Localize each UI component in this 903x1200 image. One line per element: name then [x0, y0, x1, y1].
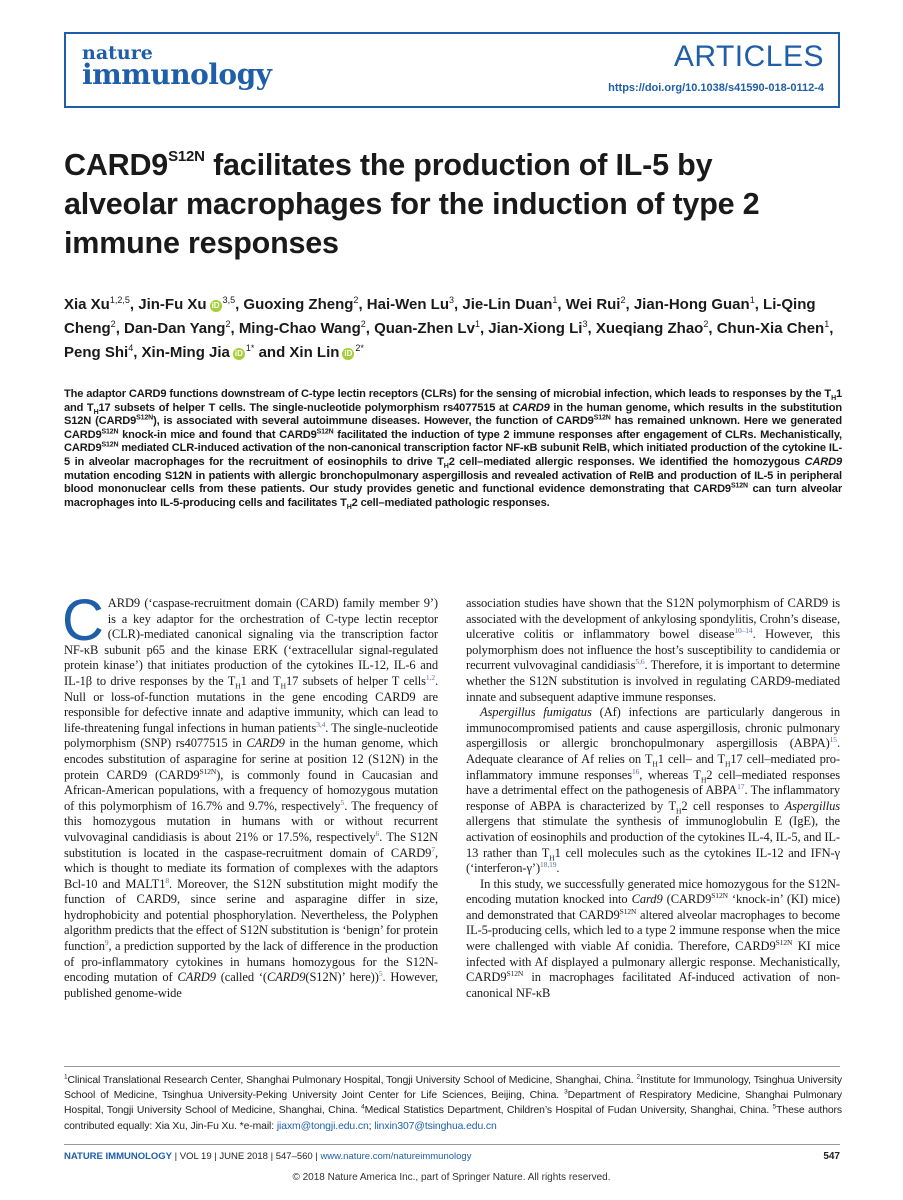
- author: [367, 296, 454, 313]
- affiliations: [64, 1073, 842, 1134]
- author: [596, 320, 709, 337]
- body-paragraph-3: Aspergillus fumigatus (Af) infections are particularly dangerous in immunocompromised patients and cause aspergillosis, chronic pulmonary aspergillosis or allergic bronchopulmonary aspergillosis (ABPA)$^{15}$. Adequate clearance of Af relies on $T_H1$ cell– and $T_H17$ cell–mediated pro-inflammatory immune responses$^{16}$, whereas $T_H2$ cell–mediated responses have a detrimental effect on the pathogenesis of ABPA$^{17}$. The inflammatory response of ABPA is characterized by $T_H2$ cell responses to Aspergillus allergens that stimulate the synthesis of immunoglobulin E (IgE), the activation of eosinophils and production of the cytokines IL-4, IL-5, and IL-13 rather than $T_H1$ cell molecules such as the cytokines IL-12 and IFN-γ (‘interferon-γ’)$^{18,19}$.: [466, 705, 840, 876]
- body-paragraph-2: association studies have shown that the S12N polymorphism of CARD9 is associated with the development of ankylosing spondylitis, Crohn’s disease, ulcerative colitis or inflammatory bowel disease$^{10-14}$. However, this polymorphism does not influence the host’s susceptibility to candidemia or recurrent vulvovaginal candidiasis$^{5,6}$. Therefore, it is important to determine whether the S12N substitution is involved in regulating CARD9-mediated innate and subsequent adaptive immune responses.: [466, 596, 840, 704]
- footer-divider: [64, 1144, 840, 1145]
- author-affiliation: 1: [474, 319, 480, 329]
- author-affiliation: 2: [703, 319, 709, 329]
- author: [124, 320, 230, 337]
- title-superscript: S12N: [168, 148, 205, 165]
- author-name: Xin Lin: [289, 344, 340, 361]
- author-affiliation: 3,5: [222, 295, 236, 305]
- doi-link[interactable]: https://doi.org/10.1038/s41590-018-0112-4: [608, 82, 824, 94]
- orcid-icon[interactable]: iD: [211, 301, 220, 310]
- author: [717, 320, 830, 337]
- author-list: Xia Xu$^{1,2,5}$, Jin-Fu Xu iD$^{3,5}$, Guoxing Zheng$^2$, Hai-Wen Lu$^3$, Jie-Lin Duan$^1$, Wei Rui$^2$, Jian-Hong Guan$^1$, Li-Qing Cheng$^2$, Dan-Dan Yang$^2$, Ming-Chao Wang$^2$, Quan-Zhen Lv$^1$, Jian-Xiong Li$^3$, Xueqiang Zhao$^2$, Chun-Xia Chen$^1$, Peng Shi$^4$, Xin-Ming Jia $iD^{1*}$ and Xin Lin $iD^{2*}$: [64, 295, 834, 361]
- author-name: Peng Shi: [64, 344, 129, 361]
- author-affiliation: 1: [749, 295, 755, 305]
- author-name: Li-Qing Cheng: [64, 296, 816, 337]
- author-name: Xia Xu: [64, 296, 110, 313]
- author-affiliation: 1: [824, 319, 830, 329]
- author-name: Chun-Xia Chen: [716, 320, 825, 337]
- author: [138, 296, 235, 313]
- author-affiliation: 3: [582, 319, 588, 329]
- author-affiliation: 1: [552, 295, 558, 305]
- author-name: Ming-Chao Wang: [238, 320, 361, 337]
- body-paragraph-1: ARD9 (‘caspase-recruitment domain (CARD) family member 9’) is a key adaptor for the orchestration of C-type lectin receptor (CLR)-mediated canonical signaling via the transcription factor NF-κB subunit p65 and the kinase ERK (‘extracellular signal-regulated protein kinase’) that initiates production of the cytokines IL-12, IL-6 and IL-1β to drive responses by the $T_H1$ and $T_H17$ subsets of helper T cells$^{1,2}$. Null or loss-of-function mutations in the gene encoding CARD9 are responsible for defective innate and adaptive immunity, which can lead to life-threatening fungal infections in human patients$^{3,4}$. The single-nucleotide polymorphism (SNP) rs4077515 in CARD9 in the human genome, which encodes substitution of asparagine for serine at position 12 (S12N) in the protein CARD9 $(CARD9^{S12N})$, is commonly found in Caucasian and African-American populations, with a frequency of homozygous mutation of this polymorphism of 16.7% and 9.7%, respectively$^5$. The frequency of this homozygous mutation in humans with or without recurrent vulvovaginal candidiasis is about 21% or 17.5%, respectively$^6$. The S12N substitution is located in the caspase-recruitment domain of CARD9$^7$, which is thought to mediate its formation of complexes with the adaptors Bcl-10 and MALT1$^8$. Moreover, the S12N substitution might modify the function of CARD9, since serine and asparagine differ in size, hydrophobicity and potential phosphorylation. Nevertheless, the Polyphen algorithm predicts that the effect of S12N substitution is ‘benign’ for protein function$^9$, a prediction supported by the lack of difference in the production of pro-inflammatory cytokines in humans homozygous for the S12N-encoding mutation of CARD9 (called ‘(CARD9(S12N)’ here))$^5$. However, published genome-wide: [64, 596, 439, 1000]
- journal-logo-big: immunology: [82, 58, 272, 91]
- author: [566, 296, 626, 313]
- title-part1: CARD9: [64, 148, 169, 182]
- article-title: [64, 146, 824, 263]
- section-label: ARTICLES: [673, 40, 824, 73]
- author: [634, 296, 755, 313]
- author: [64, 344, 133, 361]
- journal-logo: [82, 44, 271, 89]
- drop-cap: C: [62, 588, 104, 653]
- page-number: 547: [823, 1151, 840, 1162]
- author: [289, 344, 364, 361]
- email-separator: ;: [368, 1120, 375, 1132]
- author-name: Hai-Wen Lu: [366, 296, 450, 313]
- author: [462, 296, 557, 313]
- author-affiliation: 2: [110, 319, 116, 329]
- author: [239, 320, 366, 337]
- footer-journal: NATURE IMMUNOLOGY: [64, 1151, 173, 1162]
- journal-logo-small: nature: [82, 42, 153, 64]
- body-paragraph-4: In this study, we successfully generated mice homozygous for the S12N-encoding mutation knocked into Card9 ($CARD9^{S12N}$ ‘knock-in’ (KI) mice) and demonstrated that $CARD9^{S12N}$ altered alveolar macrophages to become IL-5-producing cells, which led to a type 2 immune response when the mice were challenged with viable Af conidia. Therefore, $CARD9^{S12N}$ KI mice infected with Af displayed a pulmonary allergic response. Mechanistically, $CARD9^{S12N}$ in macrophages facilitated Af-induced activation of non-canonical NF-κB: [466, 876, 841, 1000]
- author-name: Jin-Fu Xu: [138, 296, 207, 313]
- author-affiliation: 1*: [245, 343, 255, 353]
- author-affiliation: 3: [449, 295, 455, 305]
- copyright: © 2018 Nature America Inc., part of Springer Nature. All rights reserved.: [292, 1172, 611, 1183]
- author-affiliation: 2: [353, 295, 359, 305]
- author-affiliation: 2: [620, 295, 626, 305]
- author-name: Guoxing Zheng: [243, 296, 354, 313]
- author-name: Xueqiang Zhao: [595, 320, 704, 337]
- author-name: Quan-Zhen Lv: [374, 320, 475, 337]
- title-part2: facilitates the production of IL-5 by alveolar macrophages for the induction of type 2 immune responses: [64, 148, 760, 260]
- author: [488, 320, 587, 337]
- abstract: The adaptor CARD9 functions downstream of C-type lectin receptors (CLRs) for the sensing of microbial infection, which leads to responses by the $T_H1$ and $T_H17$ subsets of helper T cells. The single-nucleotide polymorphism rs4077515 at CARD9 in the human genome, which results in the substitution S12N $(CARD9^{S12N})$, is associated with several autoimmune diseases. However, the function of $CARD9^{S12N}$ has remained unknown. Here we generated $CARD9^{S12N}$ knock-in mice and found that $CARD9^{S12N}$ facilitated the induction of type 2 immune responses after engagement of CLRs. Mechanistically, $CARD9^{S12N}$ mediated CLR-induced activation of the non-canonical transcription factor NF-κB subunit RelB, which initiated production of the cytokine IL-5 in alveolar macrophages for the recruitment of eosinophils to drive $T_H2$ cell–mediated allergic responses. We identified the homozygous CARD9 mutation encoding S12N in patients with allergic bronchopulmonary aspergillosis and revealed activation of RelB and production of IL-5 in peripheral blood mononuclear cells from these patients. Our study provides genetic and functional evidence demonstrating that $CARD9^{S12N}$ can turn alveolar macrophages into IL-5-producing cells and facilitates $T_H2$ cell–mediated pathologic responses.: [64, 388, 843, 511]
- affiliations-divider: [64, 1066, 840, 1067]
- author-affiliation: 4: [128, 343, 134, 353]
- body-column-left: [62, 588, 439, 1001]
- footer-url-link[interactable]: www.nature.com/natureimmunology: [320, 1151, 472, 1162]
- author-name: Wei Rui: [565, 296, 621, 313]
- author-name: Jian-Hong Guan: [633, 296, 750, 313]
- author-name: Jian-Xiong Li: [488, 320, 583, 337]
- body-column-right: [466, 596, 840, 1001]
- author-affiliation: 2: [225, 319, 231, 329]
- author-affiliation: 1,2,5: [109, 295, 130, 305]
- orcid-icon[interactable]: iD: [344, 349, 353, 358]
- author-name: Jie-Lin Duan: [462, 296, 553, 313]
- journal-header: [64, 32, 840, 108]
- author-affiliation: 2*: [355, 343, 364, 353]
- author: [142, 344, 255, 361]
- author: [64, 296, 130, 313]
- page-footer: [64, 1151, 840, 1162]
- email-link-1[interactable]: jiaxm@tongji.edu.cn: [276, 1120, 369, 1132]
- author-name: Xin-Ming Jia: [141, 344, 230, 361]
- author-name: Dan-Dan Yang: [124, 320, 226, 337]
- email-link-2[interactable]: linxin307@tsinghua.edu.cn: [374, 1120, 497, 1132]
- orcid-icon[interactable]: iD: [234, 349, 243, 358]
- affiliations-text: $^1$Clinical Translational Research Center, Shanghai Pulmonary Hospital, Tongji University School of Medicine, Shanghai, China. $^2$Institute for Immunology, Tsinghua University School of Medicine, Tsinghua University-Peking University Joint Center for Life Sciences, Beijing, China. $^3$Department of Respiratory Medicine, Shanghai Pulmonary Hospital, Tongji University School of Medicine, Shanghai, China. $^4$Medical Statistics Department, Children’s Hospital of Fudan University, Shanghai, China. $^5$These authors contributed equally: Xia Xu, Jin-Fu Xu. *e-mail:: [64, 1073, 843, 1132]
- author-affiliation: 2: [360, 319, 366, 329]
- author: [374, 320, 480, 337]
- author: [243, 296, 358, 313]
- footer-issue: | VOL 19 | JUNE 2018 | 547–560 |: [172, 1151, 321, 1162]
